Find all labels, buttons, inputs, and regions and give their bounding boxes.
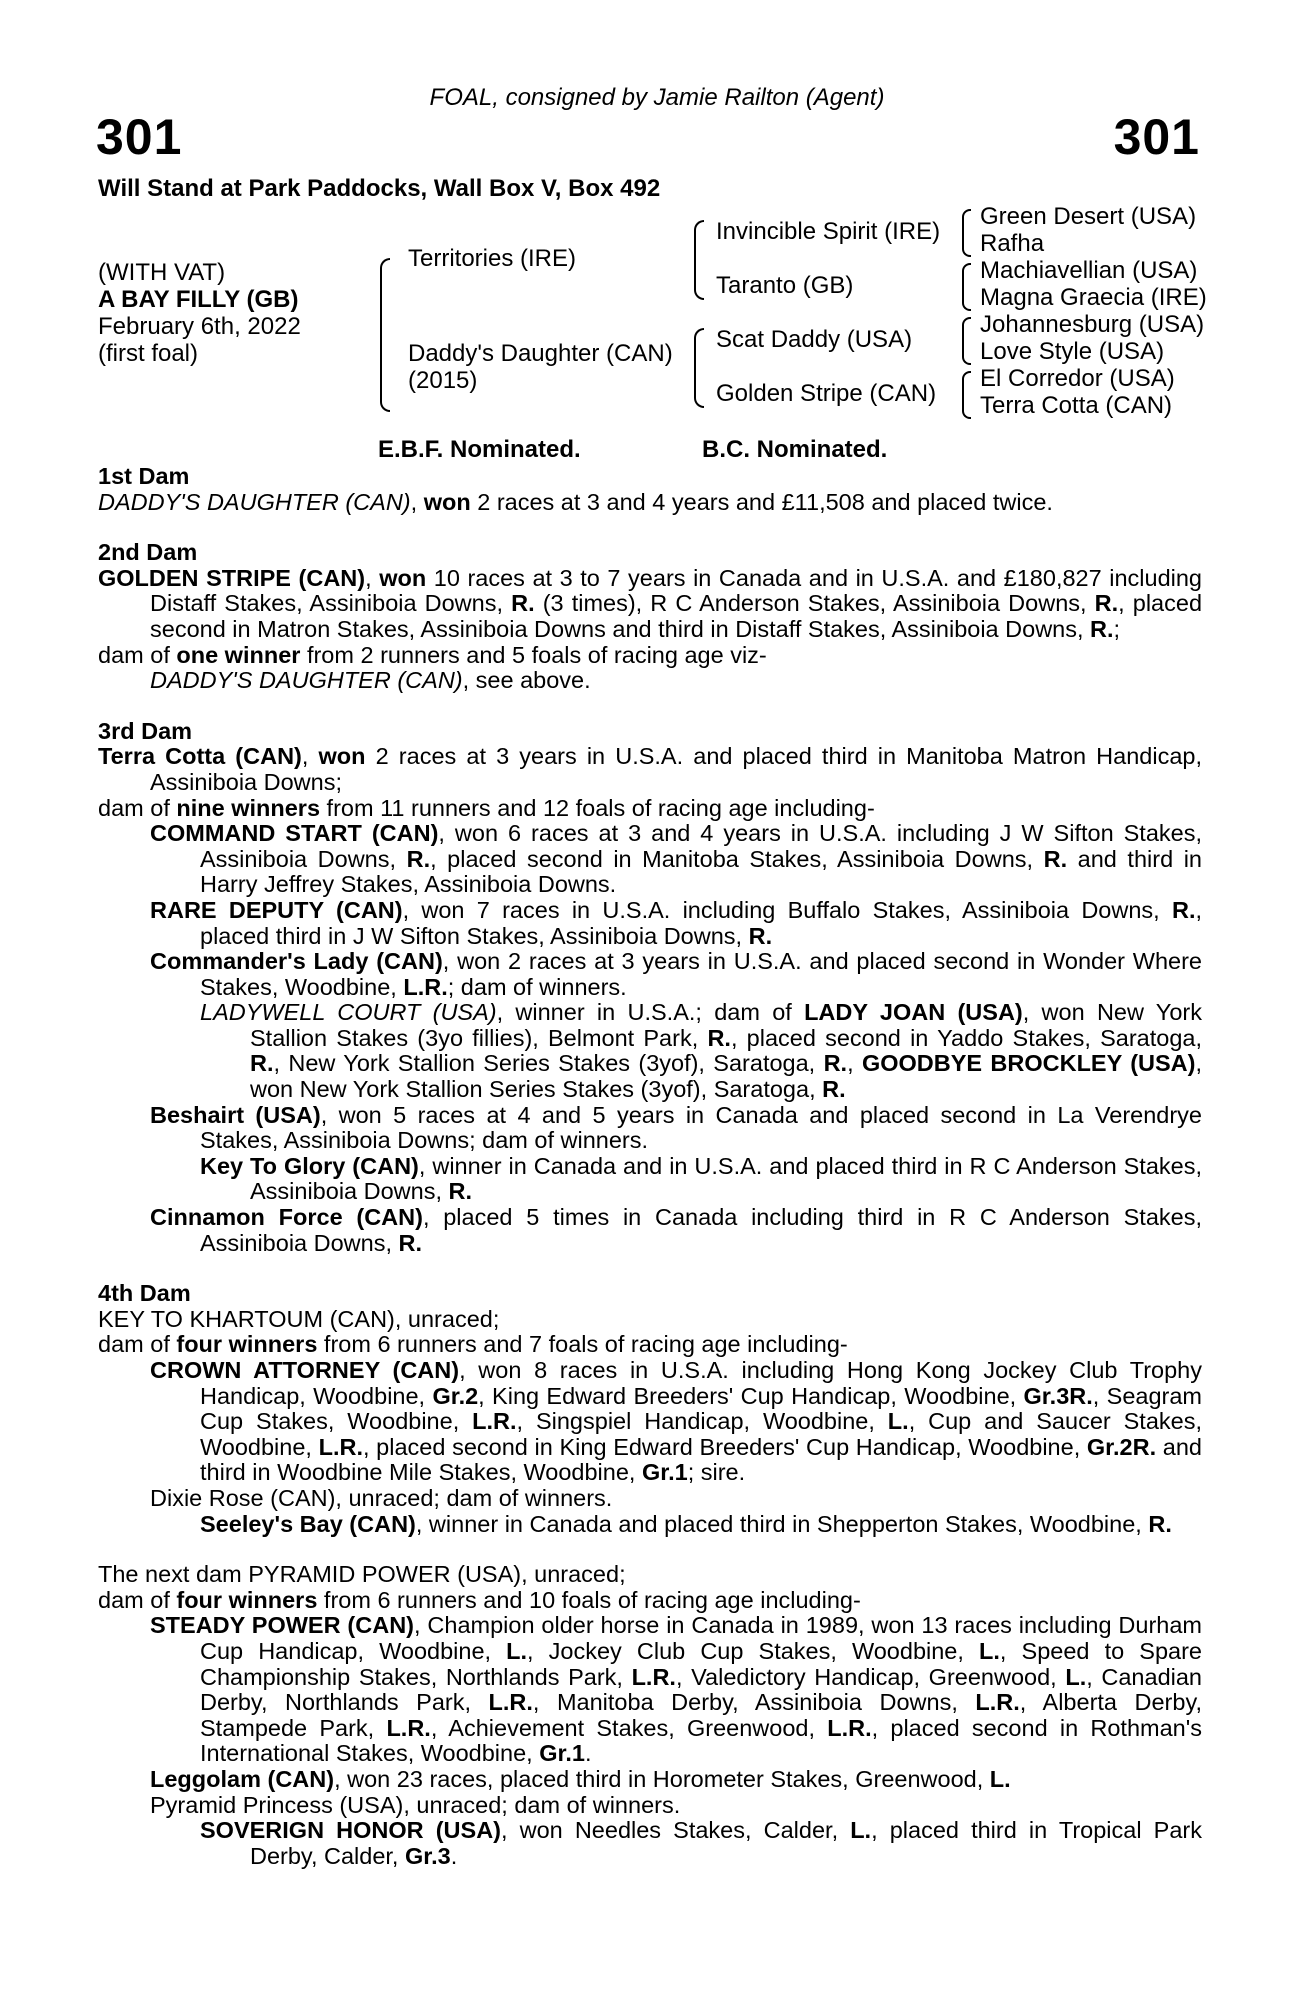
- third-dam-entry: Terra Cotta (CAN), won 2 races at 3 years in U.S.A. and placed third in Manitoba Matron Handicap, Assiniboia Downs;: [98, 743, 1202, 795]
- progeny-command-start: COMMAND START (CAN), won 6 races at 3 and 4 years in U.S.A. including J W Sifton Stakes, Assiniboia Downs, R., placed second in Manitoba Stakes, Assiniboia Downs, R. and third in Harry Jeffrey Stakes, Assiniboia Downs.: [150, 820, 1202, 898]
- gen3-7: El Corredor (USA): [980, 365, 1175, 392]
- next-dam-entry: The next dam PYRAMID POWER (USA), unraced;: [98, 1561, 626, 1588]
- lot-number-left: 301: [96, 109, 183, 165]
- sire-sire: Invincible Spirit (IRE): [716, 218, 941, 245]
- fourth-dam-entry: KEY TO KHARTOUM (CAN), unraced;: [98, 1305, 500, 1332]
- progeny-cinnamon-force: Cinnamon Force (CAN), placed 5 times in Canada including third in R C Anderson Stakes, Assiniboia Downs, R.: [150, 1204, 1202, 1256]
- first-dam-entry: DADDY'S DAUGHTER (CAN), won 2 races at 3 and 4 years and £11,508 and placed twice.: [98, 488, 1053, 515]
- progeny-commanders-lady: Commander's Lady (CAN), won 2 races at 3 years in U.S.A. and placed second in Wonder Where Stakes, Woodbine, L.R.; dam of winners.: [150, 948, 1202, 1000]
- third-dam-heading: 3rd Dam: [98, 717, 193, 744]
- progeny-leggolam: Leggolam (CAN), won 23 races, placed third in Horometer Stakes, Greenwood, L.: [150, 1765, 1011, 1792]
- second-dam-progeny: DADDY'S DAUGHTER (CAN), see above.: [150, 667, 591, 694]
- brace-sd: [962, 263, 971, 311]
- progeny-crown-attorney: CROWN ATTORNEY (CAN), won 8 races in U.S.A. including Hong Kong Jockey Club Trophy Handicap, Woodbine, Gr.2, King Edward Breeders' Cup Handicap, Woodbine, Gr.3R., Seagram Cup Stakes, Woodbine, L.R., Singspiel Handicap, Woodbine, L., Cup and Saucer Stakes, Woodbine, L.R., placed second in King Edward Breeders' Cup Handicap, Woodbine, Gr.2R. and third in Woodbine Mile Stakes, Woodbine, Gr.1; sire.: [150, 1357, 1203, 1486]
- fourth-dam-heading: 4th Dam: [98, 1280, 191, 1307]
- catalogue-body: [98, 464, 1202, 1869]
- progeny-key-to-glory: Key To Glory (CAN), winner in Canada and in U.S.A. and placed third in R C Anderson Stakes, Assiniboia Downs, R.: [200, 1152, 1202, 1205]
- dam: Daddy's Daughter (CAN): [408, 340, 673, 367]
- bc-nomination: B.C. Nominated.: [702, 436, 888, 463]
- gen3-5: Johannesburg (USA): [980, 311, 1205, 338]
- progeny-pyramid-princess: Pyramid Princess (USA), unraced; dam of winners.: [150, 1791, 681, 1818]
- progeny-soverign-honor: SOVERIGN HONOR (USA), won Needles Stakes, Calder, L., placed third in Tropical Park Derby, Calder, Gr.3.: [200, 1817, 1202, 1869]
- horse-name: A BAY FILLY (GB): [98, 286, 299, 313]
- gen3-3: Machiavellian (USA): [980, 257, 1198, 284]
- gen3-2: Rafha: [980, 230, 1045, 257]
- stand-location: Will Stand at Park Paddocks, Wall Box V, Box 492: [98, 175, 661, 202]
- progeny-dixie-rose: Dixie Rose (CAN), unraced; dam of winners.: [150, 1484, 613, 1511]
- fourth-dam-produce: dam of four winners from 6 runners and 7 foals of racing age including-: [98, 1331, 848, 1358]
- third-dam-produce: dam of nine winners from 11 runners and 12 foals of racing age including-: [98, 794, 875, 821]
- brace-ss: [962, 209, 971, 257]
- sire: Territories (IRE): [408, 245, 577, 272]
- brace-sire: [694, 220, 704, 300]
- gen3-8: Terra Cotta (CAN): [980, 392, 1173, 419]
- lot-number-right: 301: [1113, 109, 1200, 165]
- sire-dam: Taranto (GB): [716, 272, 854, 299]
- next-dam-produce: dam of four winners from 6 runners and 10 foals of racing age including-: [98, 1586, 861, 1613]
- progeny-beshairt: Beshairt (USA), won 5 races at 4 and 5 years in Canada and placed second in La Verendrye Stakes, Assiniboia Downs; dam of winners.: [150, 1101, 1202, 1154]
- dam-year: (2015): [408, 367, 478, 394]
- gen3-6: Love Style (USA): [980, 338, 1165, 365]
- dam-dam: Golden Stripe (CAN): [716, 380, 937, 407]
- progeny-ladywell-court: LADYWELL COURT (USA), winner in U.S.A.; dam of LADY JOAN (USA), won New York Stallion Stakes (3yo fillies), Belmont Park, R., placed second in Yaddo Stakes, Saratoga, R., New York Stallion Series Stakes (3yof), Saratoga, R., GOODBYE BROCKLEY (USA), won New York Stallion Series Stakes (3yof), Saratoga, R.: [200, 999, 1202, 1103]
- gen3-1: Green Desert (USA): [980, 203, 1197, 230]
- first-dam-heading: 1st Dam: [98, 463, 190, 489]
- brace-dam: [694, 328, 704, 408]
- dam-sire: Scat Daddy (USA): [716, 326, 913, 353]
- progeny-rare-deputy: RARE DEPUTY (CAN), won 7 races in U.S.A. including Buffalo Stakes, Assiniboia Downs, R., placed third in J W Sifton Stakes, Assiniboia Downs, R.: [150, 896, 1202, 949]
- brace-gen1: [380, 258, 390, 412]
- vat-label: (WITH VAT): [98, 259, 226, 286]
- brace-ds: [962, 317, 971, 365]
- second-dam-produce: dam of one winner from 2 runners and 5 foals of racing age viz-: [98, 641, 767, 668]
- foal-note: (first foal): [98, 340, 199, 367]
- progeny-seeleys-bay: Seeley's Bay (CAN), winner in Canada and placed third in Shepperton Stakes, Woodbine, R.: [200, 1510, 1172, 1537]
- second-dam-entry: GOLDEN STRIPE (CAN), won 10 races at 3 to 7 years in Canada and in U.S.A. and £180,827 including Distaff Stakes, Assiniboia Downs, R. (3 times), R C Anderson Stakes, Assiniboia Downs, R., placed second in Matron Stakes, Assiniboia Downs and third in Distaff Stakes, Assiniboia Downs, R.;: [98, 564, 1203, 642]
- ebf-nomination: E.B.F. Nominated.: [378, 436, 581, 463]
- gen3-4: Magna Graecia (IRE): [980, 284, 1207, 311]
- foal-date: February 6th, 2022: [98, 313, 301, 340]
- brace-dd: [962, 371, 971, 419]
- consignor-line: FOAL, consigned by Jamie Railton (Agent): [429, 84, 885, 111]
- second-dam-heading: 2nd Dam: [98, 539, 198, 566]
- progeny-steady-power: STEADY POWER (CAN), Champion older horse in Canada in 1989, won 13 races including Durham Cup Handicap, Woodbine, L., Jockey Club Cup Stakes, Woodbine, L., Speed to Spare Championship Stakes, Northlands Park, L.R., Valedictory Handicap, Greenwood, L., Canadian Derby, Northlands Park, L.R., Manitoba Derby, Assiniboia Downs, L.R., Alberta Derby, Stampede Park, L.R., Achievement Stakes, Greenwood, L.R., placed second in Rothman's International Stakes, Woodbine, Gr.1.: [150, 1612, 1203, 1767]
